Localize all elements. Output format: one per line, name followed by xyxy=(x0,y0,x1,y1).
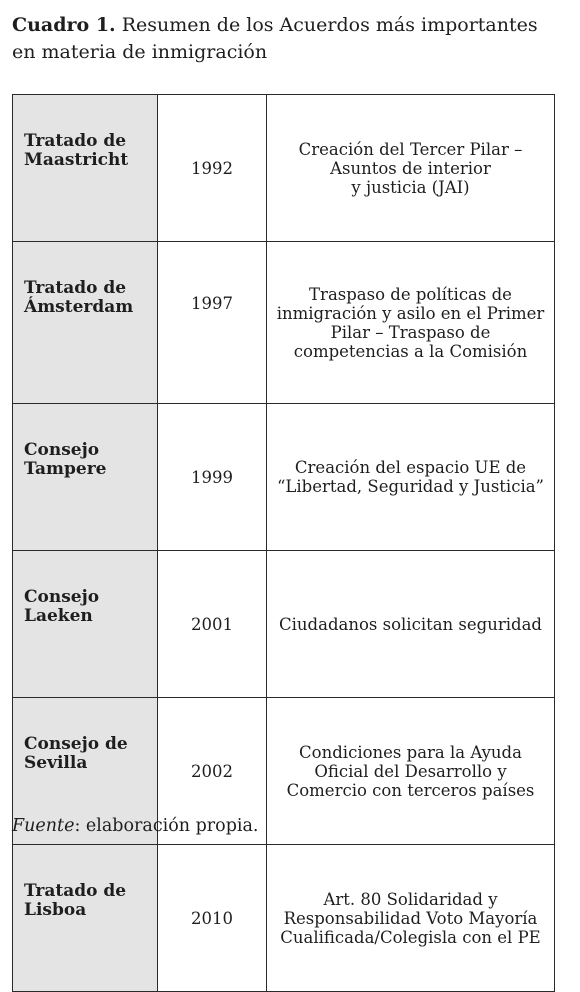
source-text: : elaboración propia. xyxy=(74,816,259,836)
table-caption xyxy=(12,12,560,66)
agreement-description: Ciudadanos solicitan seguridad xyxy=(267,551,555,698)
agreement-description: Creación del espacio UE de “Libertad, Seguridad y Justicia” xyxy=(267,404,555,551)
agreement-description: Art. 80 Solidaridad y Responsabilidad Voto Mayoría Cualificada/Colegisla con el PE xyxy=(267,845,555,992)
table-row xyxy=(13,95,555,242)
source-note xyxy=(12,816,259,836)
agreement-year: 2002 xyxy=(158,698,267,845)
agreement-name: Tratado de Maastricht xyxy=(13,95,158,242)
agreement-year: 1997 xyxy=(158,242,267,404)
agreement-name: Tratado de Ámsterdam xyxy=(13,242,158,404)
agreement-description: Traspaso de políticas de inmigración y asilo en el Primer Pilar – Traspaso de competencias a la Comisión xyxy=(267,242,555,404)
table-row xyxy=(13,845,555,992)
table-row xyxy=(13,404,555,551)
source-label: Fuente xyxy=(12,816,75,836)
caption-label: Cuadro 1. xyxy=(12,14,116,36)
table-row xyxy=(13,242,555,404)
agreement-year: 1999 xyxy=(158,404,267,551)
agreement-year: 2010 xyxy=(158,845,267,992)
agreement-description: Condiciones para la Ayuda Oficial del Desarrollo y Comercio con terceros países xyxy=(267,698,555,845)
agreement-description: Creación del Tercer Pilar – Asuntos de interior y justicia (JAI) xyxy=(267,95,555,242)
agreement-name: Consejo de Sevilla xyxy=(13,698,158,845)
agreement-name: Consejo Tampere xyxy=(13,404,158,551)
agreements-table xyxy=(12,94,555,992)
table-row xyxy=(13,551,555,698)
agreement-name: Tratado de Lisboa xyxy=(13,845,158,992)
caption-text: Resumen de los Acuerdos más importantes en materia de inmigración xyxy=(12,14,538,63)
agreement-name: Consejo Laeken xyxy=(13,551,158,698)
agreement-year: 1992 xyxy=(158,95,267,242)
agreement-year: 2001 xyxy=(158,551,267,698)
